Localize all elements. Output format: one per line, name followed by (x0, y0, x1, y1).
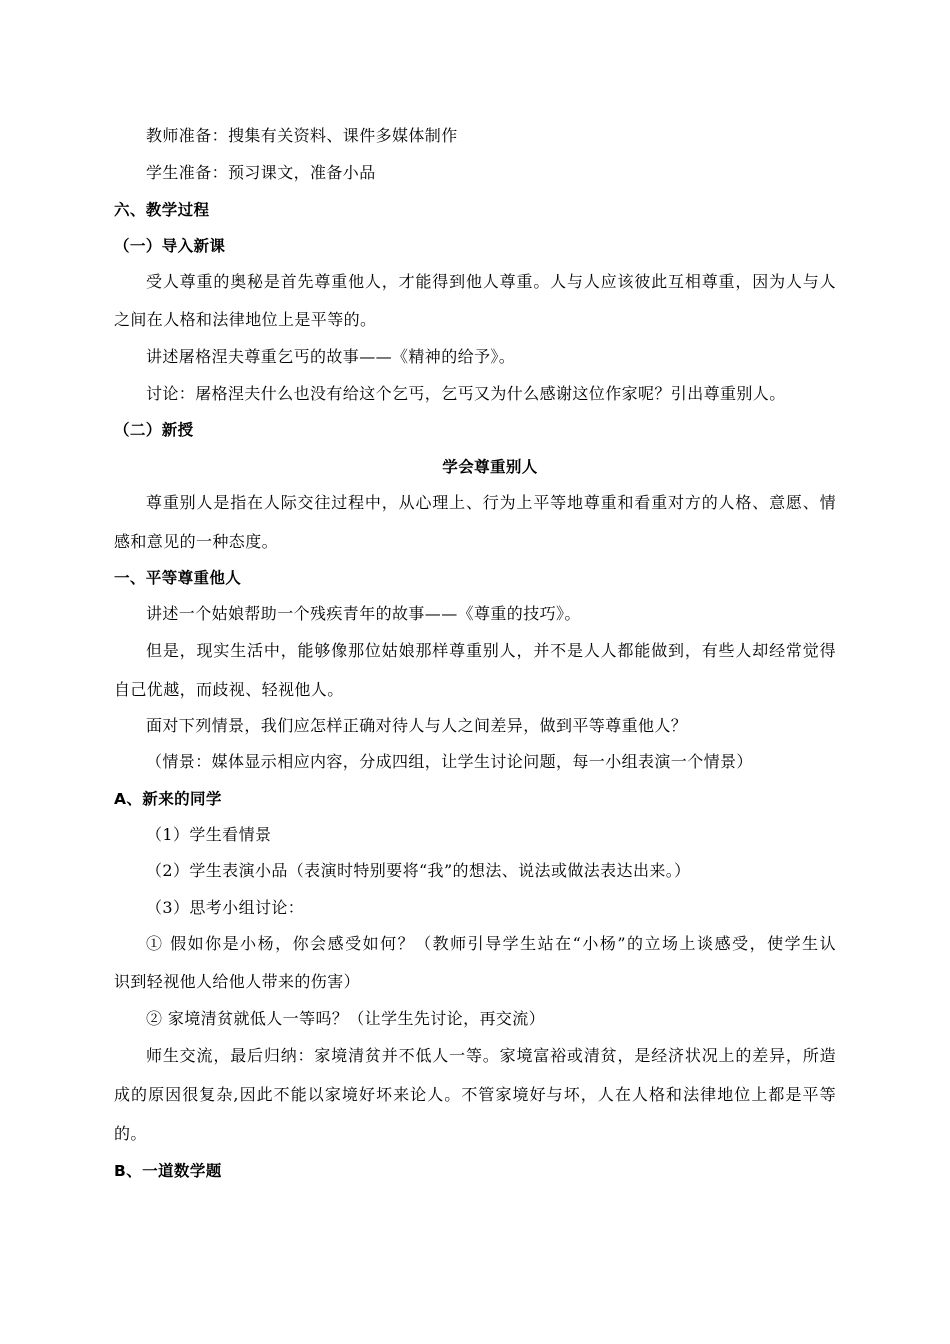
section-title: 学会尊重别人 (442, 458, 538, 476)
heading-intro: （一）导入新课 (114, 237, 226, 255)
paragraph-line: 尊重别人是指在人际交往过程中，从心理上、行为上平等地尊重和看重对方的人格、意愿、情 (146, 493, 836, 512)
step-line: （1）学生看情景 (146, 825, 272, 844)
paragraph-line: 师生交流，最后归纳：家境清贫并不低人一等。家境富裕或清贫，是经济状况上的差异，所造 (146, 1046, 836, 1065)
heading-equal-respect: 一、平等尊重他人 (114, 569, 242, 587)
step-line: （2）学生表演小品（表演时特别要将“我”的想法、说法或做法表达出来。） (146, 861, 691, 880)
paragraph-line: 自己优越，而歧视、轻视他人。 (114, 680, 344, 699)
paragraph-line: 感和意见的一种态度。 (114, 532, 279, 551)
paragraph-line: （情景：媒体显示相应内容，分成四组，让学生讨论问题，每一小组表演一个情景） (146, 752, 753, 771)
paragraph-line: 的。 (114, 1124, 147, 1143)
paragraph-line: 面对下列情景，我们应怎样正确对待人与人之间差异，做到平等尊重他人？ (146, 716, 688, 735)
paragraph-line: 讨论：屠格涅夫什么也没有给这个乞丐，乞丐又为什么感谢这位作家呢？引出尊重别人。 (146, 384, 786, 403)
heading-teaching-process: 六、教学过程 (114, 201, 210, 219)
question-line: 识到轻视他人给他人带来的伤害） (114, 972, 361, 991)
paragraph-line: 成的原因很复杂,因此不能以家境好坏来论人。不管家境好与坏，人在人格和法律地位上都是平等 (114, 1085, 836, 1104)
question-line: ② 家境清贫就低人一等吗？（让学生先讨论，再交流） (146, 1009, 546, 1028)
student-prep-line: 学生准备：预习课文，准备小品 (146, 163, 376, 182)
paragraph-line: 但是，现实生活中，能够像那位姑娘那样尊重别人，并不是人人都能做到，有些人却经常觉得 (146, 641, 836, 660)
teacher-prep-line: 教师准备：搜集有关资料、课件多媒体制作 (146, 126, 458, 145)
question-line: ① 假如你是小杨，你会感受如何？（教师引导学生站在“小杨”的立场上谈感受，使学生认 (146, 934, 836, 953)
heading-new-lesson: （二）新授 (114, 421, 194, 439)
heading-new-classmate: A、新来的同学 (114, 790, 222, 808)
heading-math-problem: B、一道数学题 (114, 1162, 222, 1180)
step-line: （3）思考小组讨论： (146, 898, 305, 917)
paragraph-line: 讲述一个姑娘帮助一个残疾青年的故事——《尊重的技巧》。 (146, 604, 581, 623)
paragraph-line: 之间在人格和法律地位上是平等的。 (114, 310, 377, 329)
paragraph-line: 受人尊重的奥秘是首先尊重他人，才能得到他人尊重。人与人应该彼此互相尊重，因为人与人 (146, 272, 836, 291)
paragraph-line: 讲述屠格涅夫尊重乞丐的故事——《精神的给予》。 (146, 347, 516, 366)
